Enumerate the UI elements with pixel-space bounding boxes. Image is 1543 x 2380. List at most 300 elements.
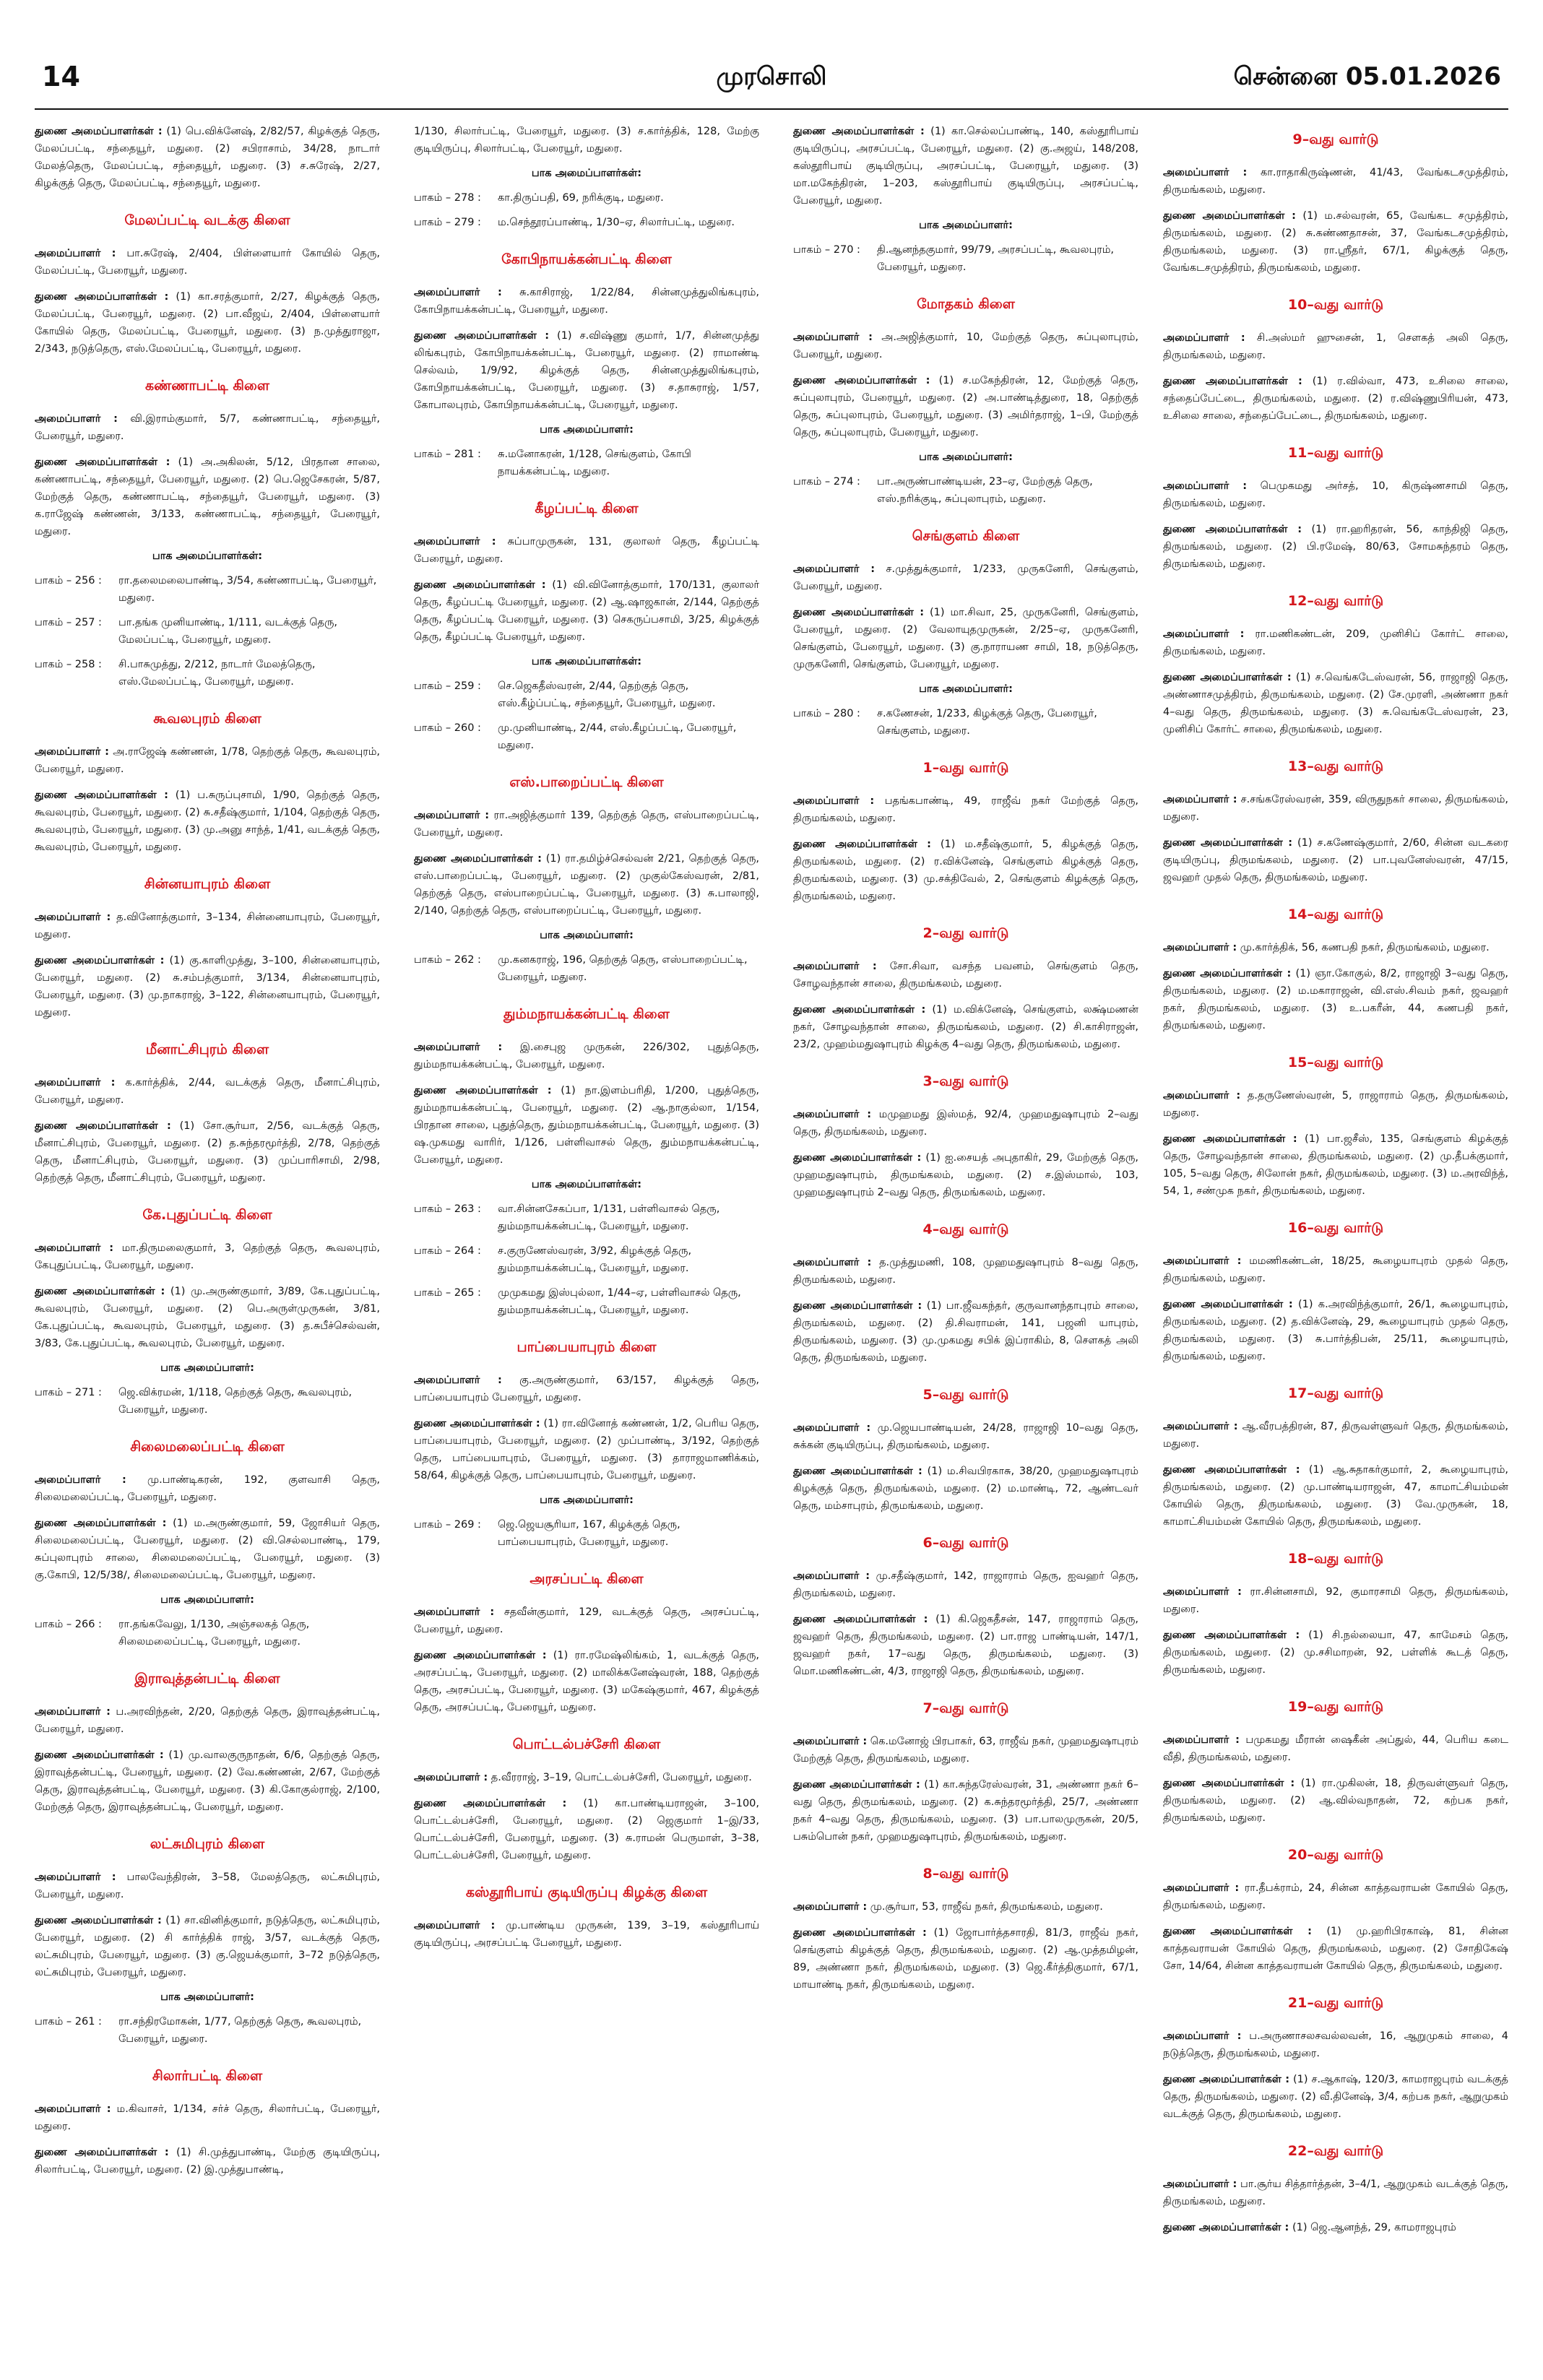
member-details: அ.ராஜேஷ் கண்ணன், 1/78, தெற்குத் தெரு, கூவலபுரம், பேரையூர், மதுரை. [35, 746, 380, 775]
member-entry [414, 327, 759, 414]
role-label: துணை அமைப்பாளர்கள் : [35, 1915, 162, 1926]
ward-details: ச.கணேசன், 1/233, கிழக்குத் தெரு, பேரையூர், செங்குளம், மதுரை. [877, 708, 1097, 737]
header-rule [35, 108, 1508, 110]
member-entry [1163, 1731, 1508, 1766]
branch-section [793, 1700, 1138, 1845]
member-entry [1163, 1879, 1508, 1914]
role-label: அமைப்பாளர் : [793, 961, 877, 972]
ward-number: பாகம் – 264 : [414, 1245, 481, 1257]
member-details: சுப்பாமுருகன், 131, குலாலர் தெரு, கீழப்பட்டி பேரையூர், மதுரை. [414, 536, 759, 565]
member-details: (1) ஆ.சுதாகர்குமார், 2, கூழையாபுரம், திருமங்கலம், மதுரை. (2) மு.பாண்டியராஜன், 47, காமாட்சியம்மன் கோயில் தெரு, திருமங்கலம், மதுரை. (3) வே.முருகன், 18, காமாட்சியம்மன் கோயில் தெரு, திருமங்கலம், மதுரை. [1163, 1464, 1508, 1528]
role-label: அமைப்பாளர் : [35, 1474, 126, 1486]
member-entry [35, 1703, 380, 1738]
ward-number: பாகம் – 261 : [35, 2016, 102, 2028]
member-entry [1163, 373, 1508, 425]
role-label: துணை அமைப்பாளர்கள் : [35, 2147, 169, 2158]
branch-section [35, 1439, 380, 1650]
role-label: துணை அமைப்பாளர்கள் : [793, 839, 931, 850]
ward-entry [35, 1616, 380, 1650]
role-label: துணை அமைப்பாளர்கள் : [1163, 1299, 1293, 1310]
ward-entry [414, 1284, 759, 1319]
member-entry [35, 245, 380, 280]
ward-details: கா.திருப்பதி, 69, நரிக்குடி, மதுரை. [498, 192, 664, 204]
member-entry [1163, 1923, 1508, 1975]
member-details: (1) சி.முத்துபாண்டி, மேற்கு குடியிருப்பு, சிலார்பட்டி, பேரையூர், மதுரை. (2) இ.முத்துபாண்டி, [35, 2147, 380, 2176]
branch-section [793, 1221, 1138, 1367]
section-title: லட்சுமிபுரம் கிளை [150, 1836, 265, 1852]
branch-section [414, 1006, 759, 1319]
member-details: பதங்கபாண்டி, 49, ராஜீவ் நகர் மேற்குத் தெரு, திருமங்கலம், மதுரை. [793, 795, 1138, 824]
member-entry [793, 1776, 1138, 1845]
member-entry [1163, 1087, 1508, 1122]
member-entry [793, 561, 1138, 595]
member-entry [414, 807, 759, 841]
ward-number: பாகம் – 280 : [793, 708, 860, 719]
section-title: 20–வது வார்டு [1287, 1847, 1384, 1863]
role-label: துணை அமைப்பாளர்கள் : [793, 1004, 926, 1016]
member-entry [414, 1917, 759, 1952]
role-label: துணை அமைப்பாளர்கள் : [1163, 210, 1296, 222]
role-label: அமைப்பாளர் : [793, 795, 875, 807]
role-label: அமைப்பாளர் : [35, 1242, 114, 1254]
member-details: (1) ம.சிவபிரகாசு, 38/20, முஹமதுஷாபுரம் கிழக்குத் தெரு, திருமங்கலம், மதுரை. (2) ம.மாண்டி, 72, ஆண்டவர் தெரு, மம்சாபுரம், திருமங்கலம், மதுரை. [793, 1466, 1138, 1512]
role-label: அமைப்பாளர் : [1163, 794, 1237, 805]
branch-section [1163, 1995, 1508, 2123]
member-entry [1163, 1583, 1508, 1618]
member-details: மு.ஜெயபாண்டியன், 24/28, ராஜாஜி 10–வது தெரு, சுக்கன் குடியிருப்பு, திருமங்கலம், மதுரை. [793, 1422, 1138, 1451]
ward-number: பாகம் – 274 : [793, 476, 860, 488]
member-details: மமணிகண்டன், 18/25, கூழையாபுரம் முதல் தெரு, திருமங்கலம், மதுரை. [1163, 1255, 1508, 1284]
member-entry [414, 284, 759, 319]
member-entry [793, 1297, 1138, 1367]
role-label: அமைப்பாளர் : [793, 1257, 872, 1268]
member-entry [1163, 477, 1508, 512]
ward-subheading: பாக அமைப்பாளர்கள்: [531, 1179, 642, 1190]
ward-details: சி.பாசுமுத்து, 2/212, நாடார் மேலத்தெரு, எஸ்.மேலப்பட்டி, பேரையூர், மதுரை. [118, 659, 316, 688]
member-entry [793, 1924, 1138, 1994]
section-title: 5–வது வார்டு [922, 1387, 1009, 1403]
member-details: இ.சைபுஜ முருகன், 226/302, புதுத்தெரு, தும்மநாயக்கன்பட்டி, பேரையூர், மதுரை. [414, 1042, 759, 1070]
role-label: துணை அமைப்பாளர்கள் : [35, 126, 163, 137]
member-entry [35, 2144, 380, 2178]
member-details: (1) கா.சரத்குமார், 2/27, கிழக்குத் தெரு, மேலப்பட்டி, பேரையூர், மதுரை. (2) பா.வீஜய், 2/404, பிள்ளையார் கோயில் தெரு, மேலப்பட்டி, பேரையூர், மதுரை. (3) ந.முத்துராஜா, 2/343, நடுத்தெரு, எஸ்.மேலப்பட்டி, பேரையூர், மதுரை. [35, 291, 380, 355]
member-entry [414, 576, 759, 646]
role-label: துணை அமைப்பாளர்கள் : [414, 853, 542, 865]
page-number: 14 [42, 61, 80, 92]
role-label: துணை அமைப்பாளர்கள் : [1163, 1926, 1312, 1937]
member-details: (1) கி.ஜெகதீசன், 147, ராஜாராம் தெரு, ஜவஹர் தெரு, திருமங்கலம், மதுரை. (2) பா.ராஜ பாண்டியன், 147/1, ஜவஹர் நகர், 17–வது தெரு, திருமங்கலம், மதுரை. (3) மொ.மணிகண்டன், 4/3, ராஜாஜி தெரு, திருமங்கலம், மதுரை. [793, 1614, 1138, 1677]
member-details: ரா.சின்னசாமி, 92, குமாரசாமி தெரு, திருமங்கலம், மதுரை. [1163, 1586, 1508, 1615]
role-label: அமைப்பாளர் : [1163, 942, 1237, 953]
ward-number: பாகம் – 270 : [793, 244, 860, 256]
branch-section [793, 925, 1138, 1053]
branch-section [414, 1571, 759, 1716]
role-label: அமைப்பாளர் : [414, 810, 490, 821]
member-details: (1) ஜோபார்த்தசாரதி, 81/3, ராஜீவ் நகர், செங்குளம் கிழக்குத் தெரு, திருமங்கலம், மதுரை. (2) ஆ.முத்தமிழன், 89, அண்ணா நகர், திருமங்கலம், மதுரை. (3) ஜெ.கீர்த்திகுமார், 67/1, மாயாண்டி நகர், திருமங்கலம், மதுரை. [793, 1927, 1138, 1991]
role-label: அமைப்பாளர் : [1163, 1586, 1242, 1598]
role-label: அமைப்பாளர் : [1163, 1090, 1241, 1102]
branch-section [1163, 906, 1508, 1034]
section-title: 18–வது வார்டு [1287, 1551, 1384, 1567]
ward-entry [414, 678, 759, 712]
member-entry [793, 1254, 1138, 1289]
branch-section [1163, 1551, 1508, 1679]
ward-subheading: பாக அமைப்பாளர்: [919, 683, 1013, 695]
ward-entry [35, 572, 380, 607]
member-details: ஆ.வீரபத்திரன், 87, திருவள்ளுவர் தெரு, திருமங்கலம், மதுரை. [1163, 1421, 1508, 1450]
member-details: பா.சுரேஷ், 2/404, பிள்ளையார் கோயில் தெரு, மேலப்பட்டி, பேரையூர், மதுரை. [35, 248, 380, 277]
member-details: (1) கா.சுந்தரேஸ்வரன், 31, அண்ணா நகர் 6–வது தெரு, திருமங்கலம், மதுரை. (2) க.சுந்தரமூர்த்தி, 25/7, அண்ணா நகர் 4–வது தெரு, திருமங்கலம், மதுரை. (3) பா.பாலமுருகன், 20/5, பசும்பொன் நகர், முஹமதுஷாபுரம், திருமங்கலம், மதுரை. [793, 1779, 1138, 1843]
member-entry [793, 836, 1138, 905]
section-title: 21–வது வார்டு [1287, 1995, 1384, 2011]
member-details: (1) மு.ஹரிபிரகாஷ், 81, சின்ன காத்தவராயன் கோயில் தெரு, திருமங்கலம், மதுரை. (2) சோதிகேஷ் சோ, 14/64, சின்ன காத்தவராயன் கோயில் தெரு, திருமங்கலம், மதுரை. [1163, 1926, 1508, 1972]
member-entry [414, 1647, 759, 1716]
ward-subheading: பாக அமைப்பாளர்கள்: [152, 550, 263, 562]
member-entry [35, 288, 380, 358]
section-title: சின்னயாபுரம் கிளை [144, 876, 271, 892]
section-title: 4–வது வார்டு [922, 1221, 1009, 1237]
role-label: அமைப்பாளர் : [793, 1901, 868, 1913]
role-label: துணை அமைப்பாளர்கள் : [35, 456, 170, 468]
ward-entry [35, 656, 380, 691]
section-title: 16–வது வார்டு [1287, 1220, 1384, 1236]
role-label: அமைப்பாளர் : [793, 1109, 872, 1120]
branch-section [35, 1207, 380, 1419]
section-title: 1–வது வார்டு [922, 760, 1009, 776]
section-title: மோதகம் கிளை [917, 296, 1015, 312]
member-details: த.வீரராஜ், 3–19, பொட்டல்பச்சேரி, பேரையூர், மதுரை. [490, 1772, 752, 1783]
role-label: துணை அமைப்பாளர்கள் : [414, 1418, 540, 1429]
member-details: (1) ச.ஆகாஷ், 120/3, காமராஜபுரம் வடக்குத் தெரு, திருமங்கலம், மதுரை. (2) வீ.தினேஷ், 3/4, கற்பக நகர், ஆறுமுகம் வடக்குத் தெரு, திருமங்கலம், மதுரை. [1163, 2074, 1508, 2120]
member-details: ப.அருணாசலசவல்லவன், 16, ஆறுமுகம் சாலை, 4 நடுத்தெரு, திருமங்கலம், மதுரை. [1163, 2030, 1508, 2059]
section-title: கூவலபுரம் கிளை [153, 711, 262, 727]
ward-number: பாகம் – 260 : [414, 722, 481, 734]
member-entry [793, 1001, 1138, 1053]
ward-entry [414, 446, 759, 480]
section-title: செங்குளம் கிளை [912, 528, 1020, 544]
role-label: அமைப்பாளர் : [414, 287, 502, 298]
role-label: துணை அமைப்பாளர்கள் : [1163, 1778, 1295, 1789]
branch-section [1163, 1220, 1508, 1365]
branch-section [1163, 1055, 1508, 1200]
branch-section [793, 1073, 1138, 1201]
member-entry [1163, 521, 1508, 573]
column-3 [793, 123, 1138, 2369]
branch-section [414, 1339, 759, 1551]
ward-details: பா.அருண்பாண்டியன், 23–ஏ, மேற்குத் தெரு, எஸ்.நரிக்குடி, சுப்புலாபுரம், மதுரை. [877, 476, 1093, 505]
branch-section [35, 123, 380, 192]
role-label: அமைப்பாளர் : [1163, 1421, 1238, 1432]
member-entry [414, 1082, 759, 1169]
ward-subheading: பாக அமைப்பாளர்கள்: [531, 656, 642, 667]
ward-subheading: பாக அமைப்பாளர்: [540, 424, 634, 436]
role-label: துணை அமைப்பாளர்கள் : [35, 1749, 164, 1761]
role-label: அமைப்பாளர் : [35, 248, 116, 259]
member-details: மு.பாண்டிய முருகன், 139, 3–19, கஸ்தூரிபாய் குடியிருப்பு, அரசப்பட்டி பேரையூர், மதுரை. [414, 1920, 759, 1949]
role-label: அமைப்பாளர் : [414, 1606, 495, 1618]
member-details: (1) ம.அருண்குமார், 59, ஜோசியர் தெரு, சிலைமலைப்பட்டி, பேரையூர், மதுரை. (2) வி.செல்லபாண்டி, 179, சுப்புலாபுரம் சாலை, சிலைமலைப்பட்டி, பேரையூர், மதுரை. (3) கு.கோபி, 12/5/38/, சிலைமலைப்பட்டி, பேரையூர், மதுரை. [35, 1518, 380, 1581]
member-entry [35, 1239, 380, 1274]
ward-subheading: பாக அமைப்பாளர்கள்: [531, 168, 642, 179]
ward-details: ஜெ.ஜெயசூரியா, 167, கிழக்குத் தெரு, பாப்பையாபுரம், பேரையூர், மதுரை. [498, 1519, 680, 1548]
branch-section [1163, 758, 1508, 886]
role-label: அமைப்பாளர் : [35, 1706, 111, 1718]
role-label: அமைப்பாளர் : [35, 2103, 111, 2115]
member-details: பாலவேந்திரன், 3–58, மேலத்தெரு, லட்சுமிபுரம், பேரையூர், மதுரை. [35, 1871, 380, 1900]
member-entry [1163, 2071, 1508, 2123]
member-details: (1) ம.சல்வரன், 65, வேங்கட சமுத்திரம், திருமங்கலம், மதுரை. (2) சு.கண்ணதாசன், 37, வேங்கடசமுத்திரம், திருமங்கலம், மதுரை. (3) ரா.ஸ்ரீதர், 67/1, கிழக்குத் தெரு, வேங்கடசமுத்திரம், திருமங்கலம், மதுரை. [1163, 210, 1508, 274]
role-label: அமைப்பாளர் : [1163, 1255, 1242, 1267]
role-label: துணை அமைப்பாளர்கள் : [35, 789, 168, 801]
member-entry [414, 1795, 759, 1864]
section-title: பொட்டல்பச்சேரி கிளை [512, 1736, 661, 1752]
branch-section [35, 1671, 380, 1816]
member-details: (1) அ.அகிலன், 5/12, பிரதான சாலை, கண்ணாபட்டி, சந்தையூர், பேரையூர், மதுரை. (2) பெ.ஜெசேகரன், 5/87, மேற்குத் தெரு, கண்ணாபட்டி, சந்தையூர், பேரையூர், மதுரை. (3) க.ராஜேஷ் கண்ணன், 3/133, கண்ணாபட்டி, சந்தையூர், பேரையூர், மதுரை. [35, 456, 380, 537]
member-details: மமுஹமது இஸ்மத், 92/4, முஹமதுஷாபுரம் 2–வது தெரு, திருமங்கலம், மதுரை. [793, 1109, 1138, 1138]
branch-section [1163, 445, 1508, 573]
role-label: துணை அமைப்பாளர்கள் : [1163, 1133, 1297, 1145]
ward-details: மு.முனியாண்டி, 2/44, எஸ்.கீழப்பட்டி, பேரையூர், மதுரை. [498, 722, 737, 751]
ward-subheading: பாக அமைப்பாளர்: [160, 1991, 254, 2003]
section-title: மேலப்பட்டி வடக்கு கிளை [124, 212, 290, 228]
section-title: 8–வது வார்டு [922, 1866, 1009, 1882]
ward-number: பாகம் – 259 : [414, 680, 481, 692]
member-entry [1163, 965, 1508, 1034]
section-title: தும்மநாயக்கன்பட்டி கிளை [503, 1006, 670, 1022]
member-entry [35, 2100, 380, 2135]
section-title: 9–வது வார்டு [1292, 131, 1379, 147]
member-details: (1) பெ.விக்னேஷ், 2/82/57, கிழக்குத் தெரு, மேலப்பட்டி, சந்தையூர், மதுரை. (2) சபிராசாம், 34/28, நாடார் மேலத்தெரு, மேலப்பட்டி, சந்தையூர், மதுரை. (3) ச.சுரேஷ், 2/27, கிழக்குத் தெரு, மேலப்பட்டி, சந்தையூர், மதுரை. [35, 126, 380, 189]
member-details: ரா.மணிகண்டன், 209, முனிசிப் கோர்ட் சாலை, திருமங்கலம், மதுரை. [1163, 628, 1508, 657]
branch-section [1163, 593, 1508, 738]
role-label: அமைப்பாளர் : [414, 1042, 503, 1053]
role-label: துணை அமைப்பாளர்கள் : [35, 955, 165, 966]
role-label: அமைப்பாளர் : [793, 1570, 870, 1582]
role-label: அமைப்பாளர் : [414, 1375, 502, 1386]
member-details: கா.ராதாகிருஷ்ணன், 41/43, வேங்கடசமுத்திரம், திருமங்கலம், மதுரை. [1163, 167, 1508, 196]
branch-section [793, 1535, 1138, 1680]
member-entry [1163, 1627, 1508, 1679]
branch-section [793, 296, 1138, 508]
member-entry [793, 958, 1138, 992]
member-details: (1) க.அரவிந்த்குமார், 26/1, கூழையாபுரம், திருமங்கலம், மதுரை. (2) த.விக்னேஷ், 29, கூழையாபுரம் முதல் தெரு, திருமங்கலம், மதுரை. (3) சு.பார்த்திபன், 25/11, கூழையாபுரம், திருமங்கலம், மதுரை. [1163, 1299, 1508, 1362]
member-details: (1) ச.கணேஷ்குமார், 2/60, சின்ன வடகரை குடியிருப்பு, திருமங்கலம், மதுரை. (2) பா.புவனேஸ்வரன், 47/15, ஜவஹர் முதல் தெரு, திருமங்கலம், மதுரை. [1163, 837, 1508, 883]
ward-subheading: பாக அமைப்பாளர்: [540, 930, 634, 941]
ward-subheading: பாக அமைப்பாளர்: [160, 1594, 254, 1606]
member-entry [35, 1471, 380, 1506]
ward-details: ரா.சந்திரமோகன், 1/77, தெற்குத் தெரு, கூவலபுரம், பேரையூர், மதுரை. [118, 2016, 362, 2045]
member-entry [35, 952, 380, 1021]
member-details: (1) ப.சுருப்புசாமி, 1/90, தெற்குத் தெரு, கூவலபுரம், பேரையூர், மதுரை. (2) சு.சதீஷ்குமார், 1/104, தெற்குத் தெரு, கூவலபுரம், பேரையூர், மதுரை. (3) மு.அனு சாந்த், 1/41, வடக்குத் தெரு, கூவலபுரம், பேரையூர், மதுரை. [35, 789, 380, 853]
ward-entry [414, 189, 759, 207]
section-title: 15–வது வார்டு [1287, 1055, 1384, 1070]
member-details: பமுகமது மீரான் ஷைகீன் அப்துல், 44, பெரிய கடை வீதி, திருமங்கலம், மதுரை. [1163, 1734, 1508, 1763]
member-details: அ.அஜித்குமார், 10, மேற்குத் தெரு, சுப்புலாபுரம், பேரையூர், மதுரை. [793, 332, 1138, 360]
ward-details: தி.ஆனந்தகுமார், 99/79, அரசப்பட்டி, கூவலபுரம், பேரையூர், மதுரை. [877, 244, 1115, 273]
ward-number: பாகம் – 266 : [35, 1619, 102, 1630]
member-details: (1) ம.சதீஷ்குமார், 5, கிழக்குத் தெரு, திருமங்கலம், மதுரை. (2) ர.விக்னேஷ், செங்குளம் கிழக்குத் தெரு, திருமங்கலம், மதுரை. (3) மு.சக்திவேல், 2, செங்குளம் கிழக்குத் தெரு, திருமங்கலம், மதுரை. [793, 839, 1138, 902]
member-details: ம.கிவாசர், 1/134, சர்ச் தெரு, சிலார்பட்டி, பேரையூர், மதுரை. [35, 2103, 380, 2132]
member-entry [414, 533, 759, 568]
member-details: பா.சூர்ய சித்தார்த்தன், 3–4/1, ஆறுமுகம் வடக்குத் தெரு, திருமங்கலம், மதுரை. [1163, 2178, 1508, 2207]
ward-entry [414, 1200, 759, 1235]
member-entry [35, 1515, 380, 1584]
role-label: அமைப்பாளர் : [1163, 1734, 1240, 1746]
ward-number: பாகம் – 256 : [35, 575, 102, 587]
ward-subheading: பாக அமைப்பாளர்: [919, 220, 1013, 231]
role-label: அமைப்பாளர் : [35, 413, 118, 425]
role-label: அமைப்பாளர் : [1163, 1882, 1240, 1894]
member-entry [793, 372, 1138, 441]
role-label: துணை அமைப்பாளர்கள் : [793, 1466, 922, 1477]
member-entry [414, 1769, 759, 1786]
ward-entry [414, 1516, 759, 1551]
member-details: ப.அரவிந்தன், 2/20, தெற்குத் தெரு, இராவுத்தன்பட்டி, பேரையூர், மதுரை. [35, 1706, 380, 1735]
member-entry [35, 1912, 380, 1981]
member-details: (1) சி.நல்லையா, 47, காமேசம் தெரு, திருமங்கலம், மதுரை. (2) மு.சசிமாறன், 92, பள்ளிக் கூடத் தெரு, திருமங்கலம், மதுரை. [1163, 1630, 1508, 1676]
ward-entry [793, 473, 1138, 508]
section-title: 13–வது வார்டு [1287, 758, 1384, 774]
ward-details: ஜெ.விக்ரமன், 1/118, தெற்குத் தெரு, கூவலபுரம், பேரையூர், மதுரை. [118, 1387, 353, 1416]
member-entry [793, 329, 1138, 363]
branch-section [35, 378, 380, 691]
branch-section [414, 251, 759, 480]
role-label: அமைப்பாளர் : [1163, 2030, 1242, 2042]
member-entry [35, 909, 380, 943]
member-entry [1163, 2028, 1508, 2062]
ward-entry [414, 1242, 759, 1277]
ward-entry [793, 241, 1138, 276]
section-title: எஸ்.பாறைப்பட்டி கிளை [509, 774, 664, 790]
section-title: 22–வது வார்டு [1287, 2143, 1384, 2159]
branch-section [414, 123, 759, 231]
branch-section [414, 1884, 759, 1952]
member-entry [35, 1117, 380, 1187]
branch-section [1163, 297, 1508, 425]
section-title: பாப்பையாபுரம் கிளை [517, 1339, 657, 1355]
member-entry [35, 123, 380, 192]
member-entry [35, 1869, 380, 1903]
role-label: துணை அமைப்பாளர்கள் : [1163, 672, 1292, 683]
role-label: அமைப்பாளர் : [1163, 628, 1245, 640]
role-label: துணை அமைப்பாளர்கள் : [793, 1779, 920, 1791]
member-entry [1163, 164, 1508, 199]
section-title: சிலைமலைப்பட்டி கிளை [130, 1439, 285, 1455]
member-details: (1) ரா.தமிழ்ச்செல்வன் 2/21, தெற்குத் தெரு, எஸ்.பாறைப்பட்டி, பேரையூர், மதுரை. (2) முகுல்கேஸ்வரன், 2/81, தெற்குத் தெரு, எஸ்பாறைப்பட்டி, பேரையூர், மதுரை. (3) சு.பாலாஜி, 2/140, தெற்குத் தெரு, எஸ்பாறைப்பட்டி, பேரையூர், மதுரை. [414, 853, 759, 917]
ward-number: பாகம் – 269 : [414, 1519, 481, 1531]
section-title: 19–வது வார்டு [1287, 1699, 1384, 1715]
member-entry [414, 850, 759, 919]
role-label: துணை அமைப்பாளர்கள் : [1163, 1464, 1300, 1476]
section-title: 7–வது வார்டு [922, 1700, 1009, 1716]
ward-details: ரா.தங்கவேலு, 1/130, அஞ்சலகத் தெரு, சிலைமலைப்பட்டி, பேரையூர், மதுரை. [118, 1619, 310, 1648]
member-details: வி.இராம்குமார், 5/7, கண்ணாபட்டி, சந்தையூர், பேரையூர், மதுரை. [35, 413, 380, 442]
role-label: அமைப்பாளர் : [793, 332, 873, 343]
role-label: துணை அமைப்பாளர்கள் : [793, 1927, 927, 1939]
ward-details: ச.குருணேஸ்வரன், 3/92, கிழக்குத் தெரு, தும்மநாயக்கன்பட்டி, பேரையூர், மதுரை. [498, 1245, 692, 1274]
role-label: அமைப்பாளர் : [414, 536, 496, 548]
member-details: (1) ஐ.சையத் அபுதாகிர், 29, மேற்குத் தெரு, முஹமதுஷாபுரம், திருமங்கலம், மதுரை. (2) ச.இஸ்மால், 103, முஹமதுஷாபுரம் 2–வது தெரு, திருமங்கலம், மதுரை. [793, 1152, 1138, 1198]
column-2 [414, 123, 759, 2369]
role-label: துணை அமைப்பாளர்கள் : [1163, 524, 1302, 535]
member-entry [793, 604, 1138, 673]
member-entry [35, 1074, 380, 1109]
ward-entry [414, 719, 759, 754]
member-entry [35, 454, 380, 540]
member-details: (1) ரா.ரமேஷ்லிங்கம், 1, வடக்குத் தெரு, அரசப்பட்டி, பேரையூர், மதுரை. (2) மாலிக்கனேஷ்வரன், 188, தெற்குத் தெரு, அரசப்பட்டி, பேரையூர், மதுரை. (3) மகேஷ்குமார், 467, கிழக்குத் தெரு, அரசப்பட்டி, பேரையூர், மதுரை. [414, 1650, 759, 1713]
role-label: துணை அமைப்பாளர்கள் : [1163, 1630, 1300, 1641]
member-entry [414, 1415, 759, 1484]
ward-number: பாகம் – 278 : [414, 192, 481, 204]
ward-subheading: பாக அமைப்பாளர்: [160, 1362, 254, 1374]
branch-section [1163, 131, 1508, 277]
branch-section [414, 774, 759, 986]
branch-section [793, 1866, 1138, 1994]
branch-section [1163, 2143, 1508, 2236]
member-details: (1) ரா.வினோத் கண்ணன், 1/2, பெரிய தெரு, பாப்பையாபுரம், பேரையூர், மதுரை. (2) முப்பாண்டி, 3/192, தெற்குத் தெரு, பாப்பையாபுரம், பேரையூர், மதுரை. (3) தாராஜமாணிக்கம், 58/64, கிழக்குத் தெரு, பாப்பையாபுரம், பேரையூர், மதுரை. [414, 1418, 759, 1481]
member-details: (1) மா.சிவா, 25, முருகனேரி, செங்குளம், பேரையூர், மதுரை. (2) வேலாயுதமுருகன், 2/25–ஏ, முருகனேரி, செங்குளம், பேரையூர், மதுரை. (3) கு.நாராயண சாமி, 18, நடுத்தெரு, முருகனேரி, செங்குளம், பேரையூர், மதுரை. [793, 607, 1138, 670]
member-details: த.முத்துமணி, 108, முஹமதுஷாபுரம் 8–வது தெரு, திருமங்கலம், மதுரை. [793, 1257, 1138, 1286]
branch-section [793, 123, 1138, 276]
member-details: (1) கா.பாண்டியராஜன், 3–100, பொட்டல்பச்சேரி, பேரையூர், மதுரை. (2) ஜெகுமார் 1–இ/33, பொட்டல்பச்சேரி, பேரையூர், மதுரை. (3) சு.ராமன் பெருமாள், 3–38, பொட்டல்பச்சேரி, பேரையூர், மதுரை. [414, 1798, 759, 1861]
role-label: அமைப்பாளர் : [35, 1077, 116, 1089]
member-entry [35, 410, 380, 445]
masthead [35, 0, 1508, 108]
branch-section [1163, 1699, 1508, 1827]
role-label: அமைப்பாளர் : [414, 1920, 496, 1931]
section-title: மீனாட்சிபுரம் கிளை [145, 1042, 269, 1057]
section-title: 14–வது வார்டு [1287, 906, 1384, 922]
member-details: (1) பா.ஜசீஸ், 135, செங்குளம் கிழக்குத் தெரு, சோழவந்தான் சாலை, திருமங்கலம், மதுரை. (2) மு.தீபக்குமார், 105, 5–வது தெரு, சிலோன் நகர், திருமங்கலம், மதுரை. (3) ம.அரவிந்த், 54, 1, சண்முக நகர், திருமங்கலம், மதுரை. [1163, 1133, 1508, 1197]
ward-entry [414, 214, 759, 231]
branch-section [35, 2068, 380, 2178]
ward-subheading: பாக அமைப்பாளர்: [919, 451, 1013, 463]
member-details: பெமுகமது அர்சத், 10, கிருஷ்ணசாமி தெரு, திருமங்கலம், மதுரை. [1163, 480, 1508, 509]
role-label: துணை அமைப்பாளர்கள் : [1163, 837, 1293, 849]
member-details: (1) ச.வெங்கடேஸ்வரன், 56, ராஜாஜி தெரு, அண்ணாசமுத்திரம், திருமங்கலம், மதுரை. (2) சே.முரளி, அண்ணா நகர் 4–வது தெரு, திருமங்கலம், மதுரை. (3) சு.வெங்கடேஸ்வரன், 23, முனிசிப் கோர்ட் சாலை, திருமங்கலம், மதுரை. [1163, 672, 1508, 735]
section-title: கோபிநாயக்கன்பட்டி கிளை [501, 251, 672, 267]
member-entry [793, 1898, 1138, 1916]
ward-details: முமுகமது இஸ்புல்லா, 1/44–ஏ, பள்ளிவாசல் தெரு, தும்மநாயக்கன்பட்டி, பேரையூர், மதுரை. [498, 1287, 741, 1316]
member-entry [1163, 669, 1508, 738]
member-details: சு.காசிராஜ், 1/22/84, சின்னமுத்துலிங்கபுரம், கோபிநாயக்கன்பட்டி, பேரையூர், மதுரை. [414, 287, 759, 316]
member-details: (1) ர.வில்வா, 473, உசிலை சாலை, சந்தைப்பேட்டை, திருமங்கலம், மதுரை. (2) ர.விஷ்ணுபிரியன், 473, உசிலை சாலை, சந்தைப்பேட்டை, திருமங்கலம், மதுரை. [1163, 376, 1508, 422]
role-label: துணை அமைப்பாளர்கள் : [793, 375, 930, 386]
newspaper-name: முரசொலி [716, 62, 827, 91]
member-entry [1163, 1296, 1508, 1365]
role-label: துணை அமைப்பாளர்கள் : [793, 1300, 922, 1312]
member-entry [1163, 1252, 1508, 1287]
role-label: துணை அமைப்பாளர்கள் : [1163, 968, 1292, 979]
member-details: சி.அஸ்மர் ஹுசைன், 1, செளகத் அலி தெரு, திருமங்கலம், மதுரை. [1163, 332, 1508, 361]
member-details: த.தருணேஸ்வரன், 5, ராஜாராம் தெரு, திருமங்கலம், மதுரை. [1163, 1090, 1508, 1119]
member-details: (1) ஞா.கோகுல், 8/2, ராஜாஜி 3–வது தெரு, திருமங்கலம், மதுரை. (2) ம.மகாராஜன், வி.எஸ்.சிவம் நகர், ஜவஹர் நகர், திருமங்கலம், மதுரை. (3) உ.பகரீன், 44, கணபதி நகர், திருமங்கலம், மதுரை. [1163, 968, 1508, 1031]
section-title: 11–வது வார்டு [1287, 445, 1384, 461]
branch-section [1163, 1847, 1508, 1975]
member-details: (1) ரா.முகிலன், 18, திருவள்ளுவர் தெரு, திருமங்கலம், மதுரை. (2) ஆ.வில்வநாதன், 72, கற்பக நகர், திருமங்கலம், மதுரை. [1163, 1778, 1508, 1824]
ward-number: பாகம் – 281 : [414, 449, 481, 460]
role-label: துணை அமைப்பாளர்கள் : [414, 1085, 552, 1096]
member-entry [35, 787, 380, 856]
ward-entry [35, 2013, 380, 2048]
section-title: கே.புதுப்பட்டி கிளை [142, 1207, 272, 1223]
ward-entry [793, 705, 1138, 740]
column-4 [1163, 123, 1508, 2369]
ward-number: பாகம் – 262 : [414, 954, 481, 966]
role-label: அமைப்பாளர் : [414, 1772, 488, 1783]
member-details: (1) பா.ஜீவகந்தர், குருவானந்தாபுரம் சாலை, திருமங்கலம், மதுரை. (2) தி.சிவராமன், 141, பஜனி யாபுரம், திருமங்கலம், மதுரை. (3) மு.முகமது சபிக் இப்ராகிம், 8, செளகத் அலி தெரு, திருமங்கலம், மதுரை. [793, 1300, 1138, 1364]
member-details: கு.அருண்குமார், 63/157, கிழக்குத் தெரு, பாப்பையாபுரம் பேரையூர், மதுரை. [414, 1375, 759, 1403]
